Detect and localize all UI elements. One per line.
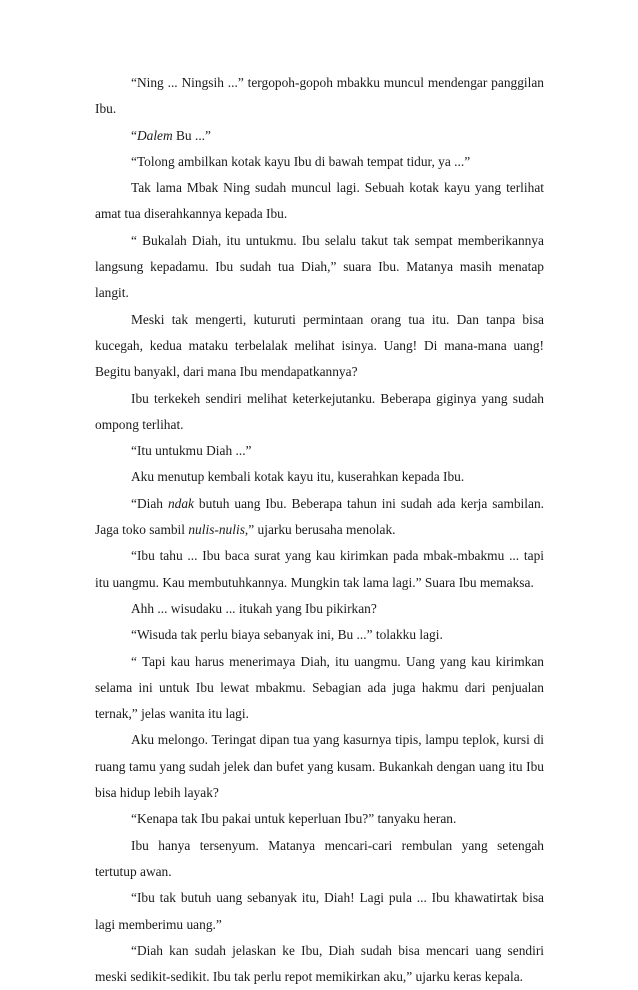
- text-segment: “Kenapa tak Ibu pakai untuk keperluan Ibu?” tanyaku heran.: [131, 811, 457, 827]
- text-segment: “ Bukalah Diah, itu untukmu. Ibu selalu takut tak sempat memberikannya langsung kepadamu. Ibu sudah tua Diah,” suara Ibu. Matanya masih menatap langit.: [95, 232, 544, 301]
- paragraph: [95, 464, 544, 490]
- text-segment: Meski tak mengerti, kuturuti permintaan orang tua itu. Dan tanpa bisa kucegah, kedua mataku terbelalak melihat isinya. Uang! Di mana-mana uang! Begitu banyakl, dari mana Ibu mendapatkannya?: [95, 311, 544, 380]
- paragraph: [95, 649, 544, 728]
- text-segment: Ibu hanya tersenyum. Matanya mencari-cari rembulan yang setengah tertutup awan.: [95, 837, 544, 879]
- paragraph: [95, 228, 544, 307]
- text-segment: “Itu untukmu Diah ...”: [131, 443, 252, 459]
- text-segment: Bu ...”: [172, 127, 211, 143]
- italic-text: nulis-nulis: [188, 522, 245, 538]
- text-segment: Ahh ... wisudaku ... itukah yang Ibu pikirkan?: [131, 600, 377, 616]
- paragraph: [95, 727, 544, 806]
- paragraph: [95, 491, 544, 544]
- text-segment: “Diah: [131, 495, 168, 511]
- text-segment: ,” ujarku berusaha menolak.: [244, 522, 396, 538]
- text-segment: “ Tapi kau harus menerimaya Diah, itu uangmu. Uang yang kau kirimkan selama ini untuk Ibu lewat mbakmu. Sebagian ada juga hakmu dari penjualan ternak,” jelas wanita itu lagi.: [95, 653, 544, 722]
- text-segment: Aku melongo. Teringat dipan tua yang kasurnya tipis, lampu teplok, kursi di ruang tamu yang sudah jelek dan bufet yang kusam. Bukankah dengan uang itu Ibu bisa hidup lebih layak?: [95, 732, 544, 801]
- italic-text: ndak: [167, 495, 194, 511]
- text-segment: “Diah kan sudah jelaskan ke Ibu, Diah sudah bisa mencari uang sendiri meski sedikit-sedikit. Ibu tak perlu repot memikirkan aku,” ujarku keras kepala.: [95, 942, 544, 985]
- paragraph: [95, 938, 544, 990]
- text-segment: butuh uang Ibu. Beberapa tahun ini sudah ada kerja sambilan. Jaga toko sambil: [95, 495, 544, 538]
- paragraph: [95, 596, 544, 622]
- story-text: [95, 70, 544, 990]
- paragraph: [95, 386, 544, 439]
- text-segment: “: [131, 127, 137, 143]
- paragraph: [95, 123, 544, 149]
- paragraph: [95, 149, 544, 175]
- text-segment: “Ibu tak butuh uang sebanyak itu, Diah! Lagi pula ... Ibu khawatirtak bisa lagi memberimu uang.”: [95, 890, 544, 932]
- paragraph: [95, 543, 544, 596]
- text-segment: “Wisuda tak perlu biaya sebanyak ini, Bu ...” tolakku lagi.: [131, 627, 443, 643]
- text-segment: “Ning ... Ningsih ...” tergopoh-gopoh mbakku muncul mendengar panggilan Ibu.: [95, 75, 544, 117]
- italic-text: Dalem: [136, 127, 173, 143]
- paragraph: [95, 806, 544, 832]
- text-segment: “Ibu tahu ... Ibu baca surat yang kau kirimkan pada mbak-mbakmu ... tapi itu uangmu. Kau membutuhkannya. Mungkin tak lama lagi.” Suara Ibu memaksa.: [95, 548, 544, 590]
- paragraph: [95, 307, 544, 386]
- paragraph: [95, 622, 544, 648]
- paragraph: [95, 885, 544, 938]
- paragraph: [95, 833, 544, 886]
- text-segment: “Tolong ambilkan kotak kayu Ibu di bawah tempat tidur, ya ...”: [131, 153, 471, 169]
- text-segment: Aku menutup kembali kotak kayu itu, kuserahkan kepada Ibu.: [131, 469, 465, 485]
- text-segment: Tak lama Mbak Ning sudah muncul lagi. Sebuah kotak kayu yang terlihat amat tua diserahkannya kepada Ibu.: [95, 180, 544, 222]
- paragraph: [95, 438, 544, 464]
- paragraph: [95, 175, 544, 228]
- paragraph: [95, 70, 544, 123]
- text-segment: Ibu terkekeh sendiri melihat keterkejutanku. Beberapa giginya yang sudah ompong terlihat.: [95, 390, 544, 432]
